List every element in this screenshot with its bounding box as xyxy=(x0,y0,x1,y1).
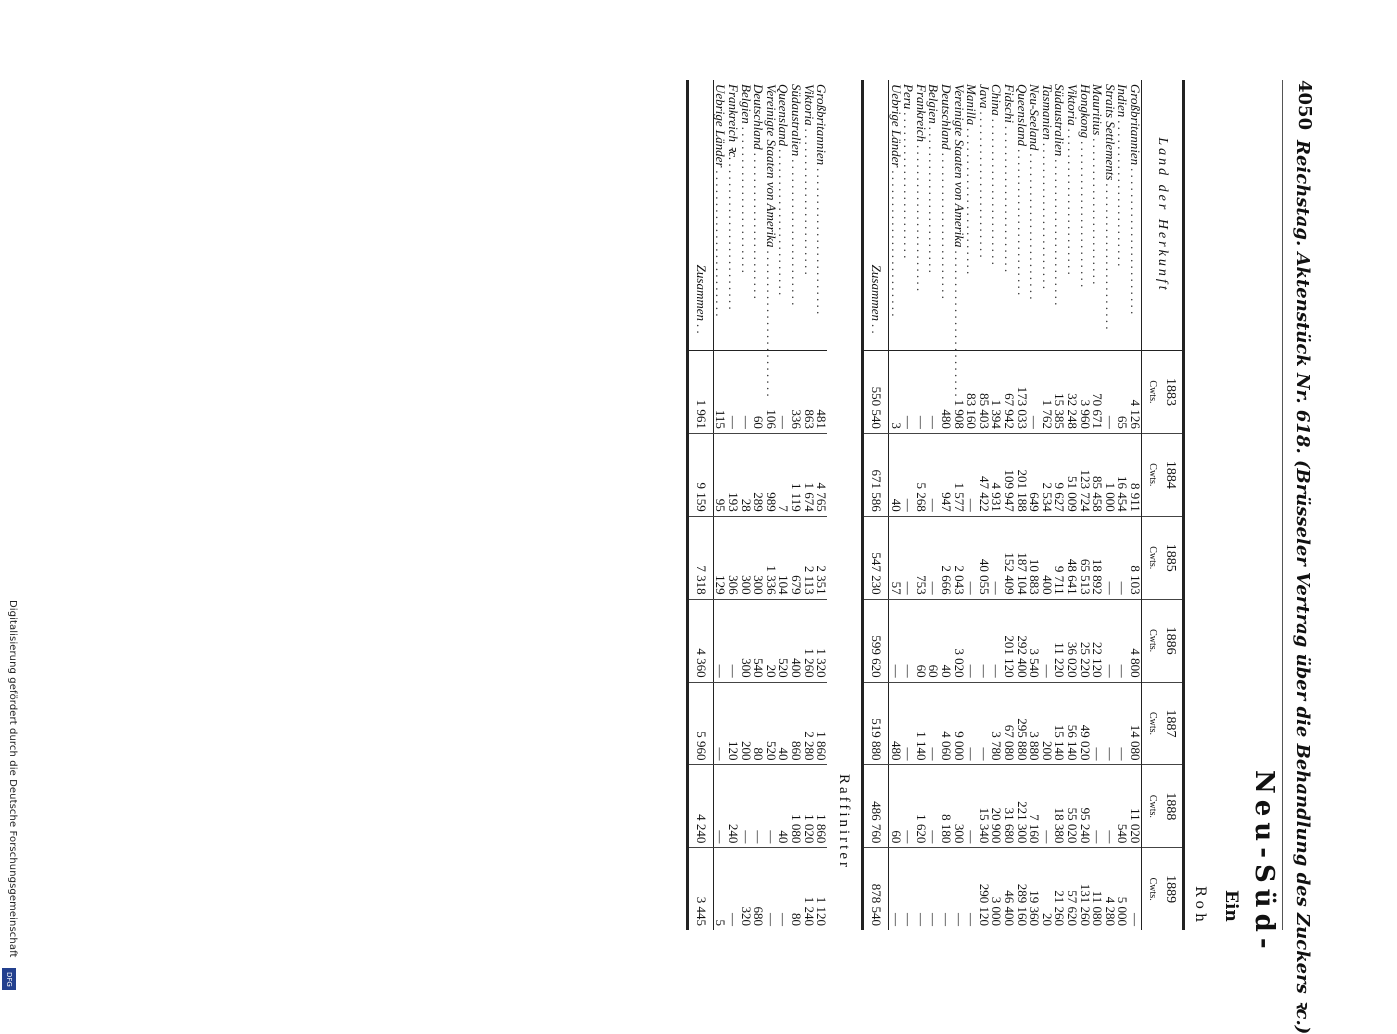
country-cell: Hongkong . . . xyxy=(1078,80,1091,351)
value-cell: — xyxy=(990,599,1003,682)
value-cell: 25 220 xyxy=(1078,599,1091,682)
value-cell: 4 765 xyxy=(815,433,828,516)
year-header: 1886 Cwts. xyxy=(1142,599,1184,682)
value-cell: — xyxy=(739,351,752,434)
value-cell: 4 060 xyxy=(940,682,953,765)
value-cell: 8 180 xyxy=(940,765,953,848)
value-cell: — xyxy=(965,433,978,516)
value-cell: 129 xyxy=(713,516,726,599)
rotated-page xyxy=(243,80,1323,1034)
value-cell: 3 020 xyxy=(952,599,965,682)
value-cell: 56 140 xyxy=(1065,682,1078,765)
value-cell: 9 711 xyxy=(1053,516,1066,599)
value-cell: 863 xyxy=(802,351,815,434)
value-cell: 173 033 xyxy=(1015,351,1028,434)
value-cell: 48 641 xyxy=(1065,516,1078,599)
value-cell: — xyxy=(1040,599,1053,682)
value-cell: 3 960 xyxy=(1078,351,1091,434)
value-cell: — xyxy=(977,599,990,682)
value-cell: 520 xyxy=(777,599,790,682)
value-cell: 80 xyxy=(752,682,765,765)
value-cell: 1 320 xyxy=(815,599,828,682)
value-cell: — xyxy=(726,351,739,434)
value-cell: 57 xyxy=(889,516,902,599)
value-cell: 11 020 xyxy=(1128,765,1141,848)
value-cell: 55 020 xyxy=(1065,765,1078,848)
value-cell: 15 340 xyxy=(977,765,990,848)
year-header: 1889 Cwts. xyxy=(1142,848,1184,930)
value-cell: 109 947 xyxy=(1002,433,1015,516)
country-cell: Peru . . . xyxy=(902,80,915,351)
value-cell: — xyxy=(965,682,978,765)
digitization-note: Digitalisierung gefördert durch die Deutsche Forschungsgemeinschaft xyxy=(7,600,18,958)
section-subtitle-roh: Roh xyxy=(1192,886,1208,926)
value-cell: — xyxy=(1116,599,1129,682)
value-cell: — xyxy=(965,765,978,848)
value-cell: — xyxy=(965,599,978,682)
table-row xyxy=(1103,80,1116,930)
country-cell: Tasmanien . . . xyxy=(1040,80,1053,351)
total-cell: 671 586 xyxy=(863,433,889,516)
total-label: Zusammen . . xyxy=(687,80,713,351)
value-cell: 1 240 xyxy=(802,848,815,930)
value-cell: 1 080 xyxy=(789,765,802,848)
country-cell: Südaustralien . . . xyxy=(789,80,802,351)
value-cell: 320 xyxy=(739,848,752,930)
value-cell: 200 xyxy=(739,682,752,765)
total-label: Zusammen . . xyxy=(863,80,889,351)
section-subtitle-ein: Ein xyxy=(1221,890,1241,922)
value-cell: 1 577 xyxy=(952,433,965,516)
value-cell: 1 762 xyxy=(1040,351,1053,434)
value-cell: 481 xyxy=(815,351,828,434)
value-cell: 1 674 xyxy=(802,433,815,516)
value-cell: 11 220 xyxy=(1053,599,1066,682)
country-cell: Großbritannien . . . xyxy=(815,80,828,351)
value-cell: — xyxy=(1091,682,1104,765)
value-cell: 65 xyxy=(1116,351,1129,434)
refined-subheader-row xyxy=(827,80,863,930)
value-cell: — xyxy=(914,848,927,930)
value-cell: 20 xyxy=(764,599,777,682)
value-cell: — xyxy=(1091,765,1104,848)
value-cell: 123 724 xyxy=(1078,433,1091,516)
value-cell: 480 xyxy=(940,351,953,434)
value-cell: 131 260 xyxy=(1078,848,1091,930)
value-cell: — xyxy=(902,848,915,930)
value-cell: 306 xyxy=(726,516,739,599)
value-cell: 289 xyxy=(752,433,765,516)
value-cell: 70 671 xyxy=(1091,351,1104,434)
value-cell: 14 080 xyxy=(1128,682,1141,765)
value-cell: 120 xyxy=(726,682,739,765)
value-cell: 292 400 xyxy=(1015,599,1028,682)
value-cell: 22 120 xyxy=(1091,599,1104,682)
page-number: 4050 xyxy=(1294,80,1315,131)
country-cell: Viktoria . . . xyxy=(802,80,815,351)
value-cell: 3 000 xyxy=(990,848,1003,930)
value-cell: 1 620 xyxy=(914,765,927,848)
value-cell: 8 911 xyxy=(1128,433,1141,516)
value-cell: 49 020 xyxy=(1078,682,1091,765)
value-cell: — xyxy=(902,765,915,848)
country-cell: Java . . . xyxy=(977,80,990,351)
value-cell: 1 260 xyxy=(802,599,815,682)
country-cell: China . . . xyxy=(990,80,1003,351)
value-cell: — xyxy=(777,351,790,434)
country-cell: Deutschland . . . xyxy=(752,80,765,351)
value-cell: 201 120 xyxy=(1002,599,1015,682)
value-cell: — xyxy=(902,599,915,682)
value-cell: — xyxy=(889,599,902,682)
value-cell: — xyxy=(1103,682,1116,765)
value-cell: 400 xyxy=(789,599,802,682)
value-cell: 40 055 xyxy=(977,516,990,599)
value-cell: 40 xyxy=(777,765,790,848)
value-cell: — xyxy=(713,682,726,765)
value-cell: 20 900 xyxy=(990,765,1003,848)
value-cell: 18 892 xyxy=(1091,516,1104,599)
value-cell: 80 xyxy=(789,848,802,930)
country-cell: Belgien . . . xyxy=(739,80,752,351)
value-cell: 1 120 xyxy=(815,848,828,930)
value-cell: 289 160 xyxy=(1015,848,1028,930)
total-cell: 4 240 xyxy=(687,765,713,848)
total-cell: 5 960 xyxy=(687,682,713,765)
value-cell: 3 xyxy=(889,351,902,434)
value-cell: 1 140 xyxy=(914,682,927,765)
value-cell: 520 xyxy=(764,682,777,765)
value-cell: — xyxy=(1103,516,1116,599)
total-cell: 550 540 xyxy=(863,351,889,434)
value-cell: — xyxy=(977,682,990,765)
value-cell: 83 160 xyxy=(965,351,978,434)
total-cell: 9 159 xyxy=(687,433,713,516)
value-cell: 60 xyxy=(914,599,927,682)
value-cell: 51 009 xyxy=(1065,433,1078,516)
value-cell: 9 000 xyxy=(952,682,965,765)
value-cell: 7 160 xyxy=(1028,765,1041,848)
value-cell: 400 xyxy=(1040,516,1053,599)
country-cell: Queensland . . . xyxy=(777,80,790,351)
value-cell: 152 409 xyxy=(1002,516,1015,599)
value-cell: — xyxy=(1103,765,1116,848)
value-cell: 40 xyxy=(940,599,953,682)
value-cell: 36 020 xyxy=(1065,599,1078,682)
value-cell: 3 880 xyxy=(1028,682,1041,765)
table-row xyxy=(713,80,726,930)
value-cell: 7 xyxy=(777,433,790,516)
country-cell: Manilla . . . xyxy=(965,80,978,351)
total-cell: 878 540 xyxy=(863,848,889,930)
value-cell: 21 260 xyxy=(1053,848,1066,930)
value-cell: 67 080 xyxy=(1002,682,1015,765)
table-row xyxy=(1040,80,1053,930)
country-column-header: Land der Herkunft xyxy=(1142,80,1184,351)
value-cell: — xyxy=(927,765,940,848)
value-cell: 18 380 xyxy=(1053,765,1066,848)
value-cell: 1 860 xyxy=(815,682,828,765)
value-cell: 193 xyxy=(726,433,739,516)
value-cell: 540 xyxy=(752,599,765,682)
value-cell: 60 xyxy=(752,351,765,434)
value-cell: — xyxy=(764,765,777,848)
value-cell: 8 103 xyxy=(1128,516,1141,599)
value-cell: 32 248 xyxy=(1065,351,1078,434)
value-cell: — xyxy=(965,516,978,599)
value-cell: — xyxy=(902,433,915,516)
year-header: 1887 Cwts. xyxy=(1142,682,1184,765)
value-cell: — xyxy=(927,433,940,516)
value-cell: — xyxy=(902,682,915,765)
total-cell: 7 318 xyxy=(687,516,713,599)
value-cell: — xyxy=(752,765,765,848)
value-cell: 200 xyxy=(1040,682,1053,765)
value-cell: 989 xyxy=(764,433,777,516)
value-cell: 67 942 xyxy=(1002,351,1015,434)
value-cell: 1 860 xyxy=(815,765,828,848)
country-cell: Uebrige Länder . . . xyxy=(713,80,726,351)
value-cell: 47 422 xyxy=(977,433,990,516)
value-cell: 5 000 xyxy=(1116,848,1129,930)
value-cell: 290 120 xyxy=(977,848,990,930)
value-cell: — xyxy=(1103,351,1116,434)
value-cell: — xyxy=(764,848,777,930)
value-cell: 860 xyxy=(789,682,802,765)
value-cell: 3 780 xyxy=(990,682,1003,765)
value-cell: 300 xyxy=(739,599,752,682)
value-cell: 300 xyxy=(952,765,965,848)
value-cell: — xyxy=(952,848,965,930)
value-cell: 9 627 xyxy=(1053,433,1066,516)
country-cell: Viktoria . . . xyxy=(1065,80,1078,351)
value-cell: 295 880 xyxy=(1015,682,1028,765)
value-cell: 95 xyxy=(713,433,726,516)
table-row xyxy=(977,80,990,930)
value-cell: 5 268 xyxy=(914,433,927,516)
value-cell: 95 240 xyxy=(1078,765,1091,848)
table-row xyxy=(1065,80,1078,930)
value-cell: — xyxy=(927,682,940,765)
value-cell: 1 000 xyxy=(1103,433,1116,516)
value-cell: 28 xyxy=(739,433,752,516)
value-cell: — xyxy=(927,516,940,599)
country-cell: Uebrige Länder . . . xyxy=(889,80,902,351)
value-cell: 11 080 xyxy=(1091,848,1104,930)
value-cell: 65 513 xyxy=(1078,516,1091,599)
value-cell: 60 xyxy=(927,599,940,682)
value-cell: — xyxy=(889,848,902,930)
total-row xyxy=(687,80,713,930)
value-cell: 221 300 xyxy=(1015,765,1028,848)
table-header-row xyxy=(1142,80,1184,930)
value-cell: 40 xyxy=(777,682,790,765)
country-cell: Südaustralien . . . xyxy=(1053,80,1066,351)
value-cell: 480 xyxy=(889,682,902,765)
table-row xyxy=(889,80,902,930)
value-cell: 115 xyxy=(713,351,726,434)
country-cell: Frankreich ꝛc. . . . xyxy=(726,80,739,351)
value-cell: 336 xyxy=(789,351,802,434)
value-cell: — xyxy=(726,599,739,682)
value-cell: 10 883 xyxy=(1028,516,1041,599)
table-row xyxy=(1002,80,1015,930)
value-cell: 300 xyxy=(752,516,765,599)
value-cell: 46 400 xyxy=(1002,848,1015,930)
value-cell: — xyxy=(927,848,940,930)
total-cell: 1 961 xyxy=(687,351,713,434)
value-cell: 679 xyxy=(789,516,802,599)
value-cell: 85 458 xyxy=(1091,433,1104,516)
table-row xyxy=(726,80,739,930)
value-cell: 1 336 xyxy=(764,516,777,599)
sugar-import-table xyxy=(686,80,1185,930)
table-row xyxy=(940,80,953,930)
value-cell: — xyxy=(1128,848,1141,930)
value-cell: 2 280 xyxy=(802,682,815,765)
country-cell: Straits Settlements . . . xyxy=(1103,80,1116,351)
value-cell: 20 xyxy=(1040,848,1053,930)
value-cell: 201 188 xyxy=(1015,433,1028,516)
value-cell: 1 908 xyxy=(952,351,965,434)
value-cell: 15 140 xyxy=(1053,682,1066,765)
value-cell: 4 800 xyxy=(1128,599,1141,682)
value-cell: 540 xyxy=(1116,765,1129,848)
value-cell: 1 394 xyxy=(990,351,1003,434)
country-cell: Fidschi . . . xyxy=(1002,80,1015,351)
value-cell: — xyxy=(1040,765,1053,848)
table-row xyxy=(789,80,802,930)
country-cell: Indien . . . xyxy=(1116,80,1129,351)
value-cell: 57 620 xyxy=(1065,848,1078,930)
value-cell: 31 680 xyxy=(1002,765,1015,848)
value-cell: 2 666 xyxy=(940,516,953,599)
value-cell: 40 xyxy=(889,433,902,516)
value-cell: 16 454 xyxy=(1116,433,1129,516)
value-cell: — xyxy=(1116,682,1129,765)
value-cell: 3 540 xyxy=(1028,599,1041,682)
year-header: 1883 Cwts. xyxy=(1142,351,1184,434)
value-cell: 2 351 xyxy=(815,516,828,599)
value-cell: 649 xyxy=(1028,433,1041,516)
table-row xyxy=(914,80,927,930)
value-cell: 5 xyxy=(713,848,726,930)
value-cell: — xyxy=(902,516,915,599)
country-cell: Deutschland . . . xyxy=(940,80,953,351)
value-cell: 4 126 xyxy=(1128,351,1141,434)
value-cell: 680 xyxy=(752,848,765,930)
value-cell: — xyxy=(713,765,726,848)
value-cell: 4 280 xyxy=(1103,848,1116,930)
value-cell: 240 xyxy=(726,765,739,848)
value-cell: 104 xyxy=(777,516,790,599)
value-cell: — xyxy=(777,848,790,930)
running-title: Reichstag. Aktenstück Nr. 618. (Brüsseler Vertrag über die Behandlung des Zuckers ꝛc.) xyxy=(1292,140,1313,1034)
country-cell: Queensland . . . xyxy=(1015,80,1028,351)
value-cell: — xyxy=(739,765,752,848)
total-cell: 547 230 xyxy=(863,516,889,599)
value-cell: 753 xyxy=(914,516,927,599)
total-cell: 599 620 xyxy=(863,599,889,682)
total-cell: 4 360 xyxy=(687,599,713,682)
value-cell: — xyxy=(1116,516,1129,599)
year-header: 1884 Cwts. xyxy=(1142,433,1184,516)
value-cell: — xyxy=(990,516,1003,599)
value-cell: — xyxy=(940,848,953,930)
value-cell: — xyxy=(1103,599,1116,682)
total-cell: 486 760 xyxy=(863,765,889,848)
value-cell: 2 534 xyxy=(1040,433,1053,516)
country-cell: Mauritius . . . xyxy=(1091,80,1104,351)
refined-subheader: Raffinirter xyxy=(836,773,853,870)
value-cell: 300 xyxy=(739,516,752,599)
value-cell: — xyxy=(965,848,978,930)
country-cell: Vereinigte Staaten von Amerika . . . xyxy=(764,80,777,351)
value-cell: — xyxy=(927,351,940,434)
year-header: 1888 Cwts. xyxy=(1142,765,1184,848)
year-header: 1885 Cwts. xyxy=(1142,516,1184,599)
value-cell: 1 020 xyxy=(802,765,815,848)
value-cell: — xyxy=(1028,351,1041,434)
value-cell: 85 403 xyxy=(977,351,990,434)
value-cell: 2 113 xyxy=(802,516,815,599)
value-cell: 4 931 xyxy=(990,433,1003,516)
section-title: Neu-Süd- xyxy=(1249,770,1279,955)
country-cell: Neu-Seeland . . . xyxy=(1028,80,1041,351)
page-header xyxy=(1282,80,1323,1034)
value-cell: 1 119 xyxy=(789,433,802,516)
value-cell: 19 360 xyxy=(1028,848,1041,930)
value-cell: — xyxy=(914,351,927,434)
value-cell: 15 385 xyxy=(1053,351,1066,434)
total-cell: 519 880 xyxy=(863,682,889,765)
country-cell: Vereinigte Staaten von Amerika . . . xyxy=(952,80,965,351)
total-row xyxy=(863,80,889,930)
value-cell: 106 xyxy=(764,351,777,434)
value-cell: — xyxy=(713,599,726,682)
country-cell: Großbritannien . . . xyxy=(1128,80,1141,351)
country-cell: Belgien . . . xyxy=(927,80,940,351)
value-cell: 60 xyxy=(889,765,902,848)
table-row xyxy=(1128,80,1141,930)
dfg-logo: DFG xyxy=(2,968,16,990)
value-cell: 947 xyxy=(940,433,953,516)
table-row xyxy=(764,80,777,930)
country-cell: Frankreich . . . xyxy=(914,80,927,351)
total-cell: 3 445 xyxy=(687,848,713,930)
value-cell: 187 104 xyxy=(1015,516,1028,599)
value-cell: 2 043 xyxy=(952,516,965,599)
value-cell: — xyxy=(902,351,915,434)
value-cell: — xyxy=(726,848,739,930)
